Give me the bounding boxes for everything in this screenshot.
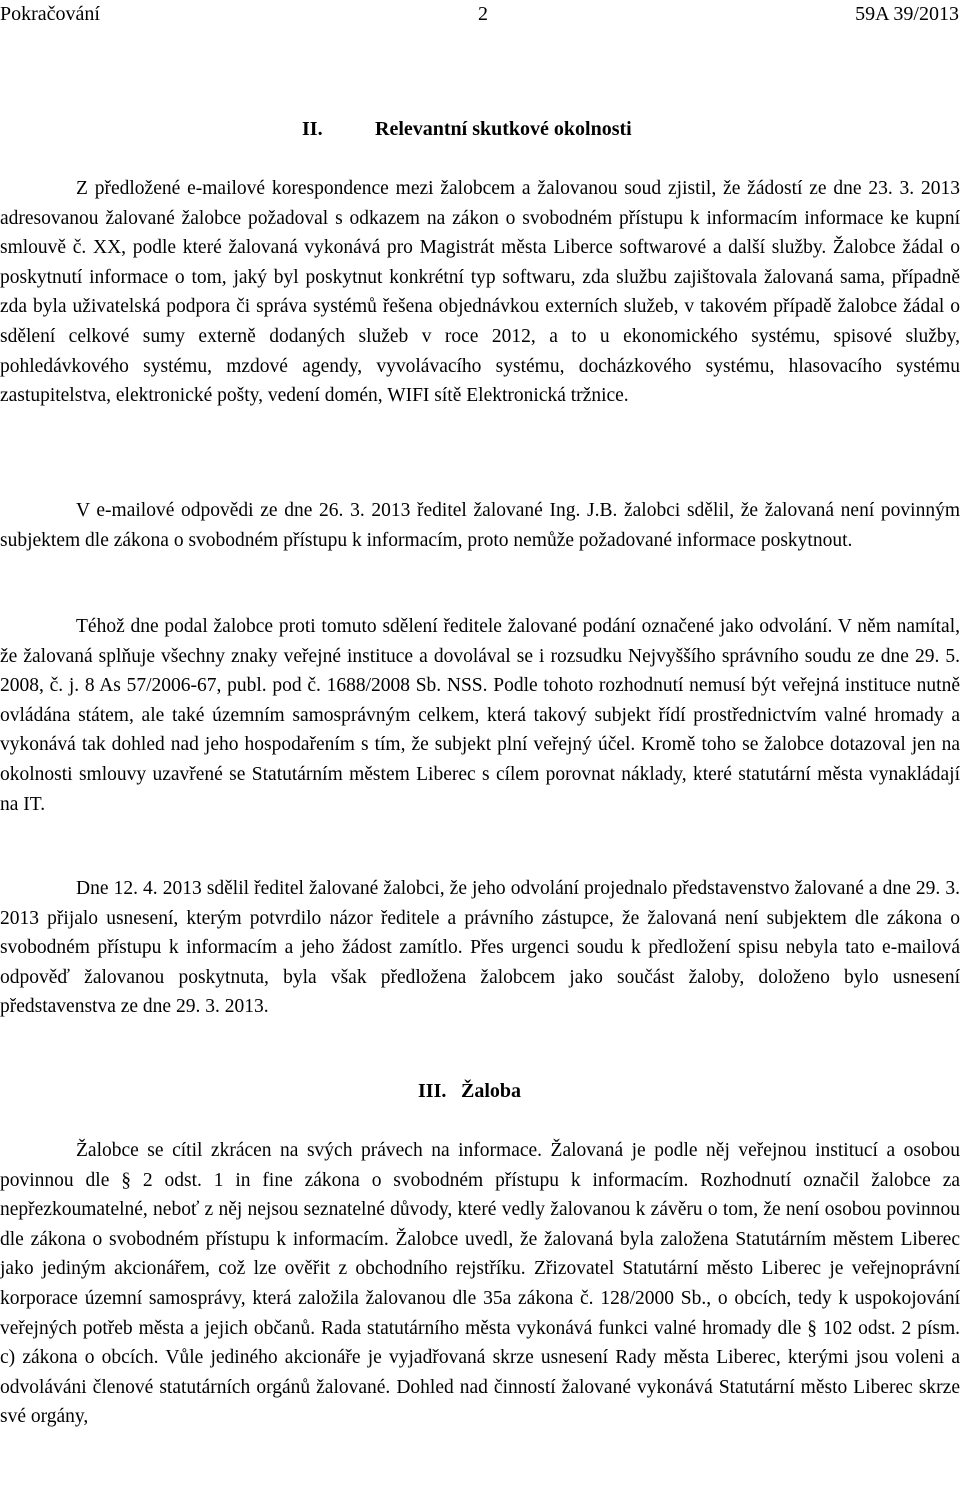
continuation-label: Pokračování [0,3,100,25]
section-number: II. [302,118,323,140]
paragraph: Dne 12. 4. 2013 sdělil ředitel žalované žalobci, že jeho odvolání projednalo představenstvo žalované a dne 29. 3. 2013 přijalo usnesení, kterým potvrdilo názor ředitele a právního zástupce, že žalovaná není subjektem dle zákona o svobodném přístupu k informacím a jeho žádost zamítlo. Přes urgenci soudu k předložení spisu nebyla tato e-mailová odpověď žalovanou poskytnuta, byla však předložena žalobcem jako součást žaloby, doloženo bylo usnesení představenstva ze dne 29. 3. 2013. [0,878,960,1018]
section-number: III. [418,1080,447,1102]
section-title: Žaloba [461,1080,522,1102]
paragraph: V e-mailové odpovědi ze dne 26. 3. 2013 ředitel žalované Ing. J.B. žalobci sdělil, že žalovaná není povinným subjektem dle zákona o svobodném přístupu k informacím, proto nemůže požadované informace poskytnout. [0,500,960,551]
paragraph: Žalobce se cítil zkrácen na svých právech na informace. Žalovaná je podle něj veřejnou institucí a osobou povinnou dle § 2 odst. 1 in fine zákona o svobodném přístupu k informacím. Rozhodnutí označil žalobce za nepřezkoumatelné, neboť z něj nejsou seznatelné důvody, které vedly žalovanou k závěru o tom, že není osobou povinnou dle zákona o svobodném přístupu k informacím. Žalobce uvedl, že žalovaná byla založena Statutárním městem Liberec jako jediným akcionářem, což lze ověřit z obchodního rejstříku. Zřizovatel Statutární město Liberec je veřejnoprávní korporace územní samosprávy, která založila žalovanou dle 35a zákona č. 128/2000 Sb., o obcích, tedy k uspokojování veřejných potřeb města a jejich občanů. Rada statutárního města vykonává funkci valné hromady dle § 102 odst. 2 písm. c) zákona o obcích. Vůle jediného akcionáře je vyjadřovaná skrze usnesení Rady města Liberec, kterými jsou voleni a odvoláváni členové statutárních orgánů žalované. Dohled nad činností žalované vykonává Statutární město Liberec skrze své orgány, [0,1140,960,1428]
paragraph: Z předložené e-mailové korespondence mezi žalobcem a žalovanou soud zjistil, že žádostí ze dne 23. 3. 2013 adresovanou žalované žalobce požadoval s odkazem na zákon o svobodném přístupu k informacím informace ke kupní smlouvě č. XX, podle které žalovaná vykonává pro Magistrát města Liberce softwarové a další služby. Žalobce žádal o poskytnutí informace o tom, jaký byl poskytnut konkrétní typ softwaru, zda službu zajištovala žalovaná sama, případně zda byla uživatelská podpora či správa systémů řešena objednávkou externích služeb, v takovém případě žalobce žádal o sdělení celkové sumy externě dodaných služeb v roce 2012, a to u ekonomického systému, spisové služby, pohledávkového systému, mzdové agendy, vyvolávacího systému, docházkového systému, hlasovacího systému zastupitelstva, elektronické pošty, vedení domén, WIFI sítě Elektronická tržnice. [0,178,960,407]
paragraph: Téhož dne podal žalobce proti tomuto sdělení ředitele žalované podání označené jako odvolání. V něm namítal, že žalovaná splňuje všechny znaky veřejné instituce a dovolával se i rozsudku Nejvyššího správního soudu ze dne 29. 5. 2008, č. j. 8 As 57/2006-67, publ. pod č. 1688/2008 Sb. NSS. Podle tohoto rozhodnutí nemusí být veřejná instituce nutně ovládána státem, ale také územním samosprávným celkem, která takový subjekt řídí prostřednictvím valné hromady a vykonává tak dohled nad jeho hospodařením s tím, že subjekt plní veřejný účel. Kromě toho se žalobce dotazoval jen na okolnosti smlouvy uzavřené se Statutárním městem Liberec s cílem porovnat náklady, které statutární města vynakládají na IT. [0,616,960,815]
page-number: 2 [478,3,488,25]
page-header [0,3,960,29]
case-number: 59A 39/2013 [855,3,959,25]
section-title: Relevantní skutkové okolnosti [375,118,632,140]
